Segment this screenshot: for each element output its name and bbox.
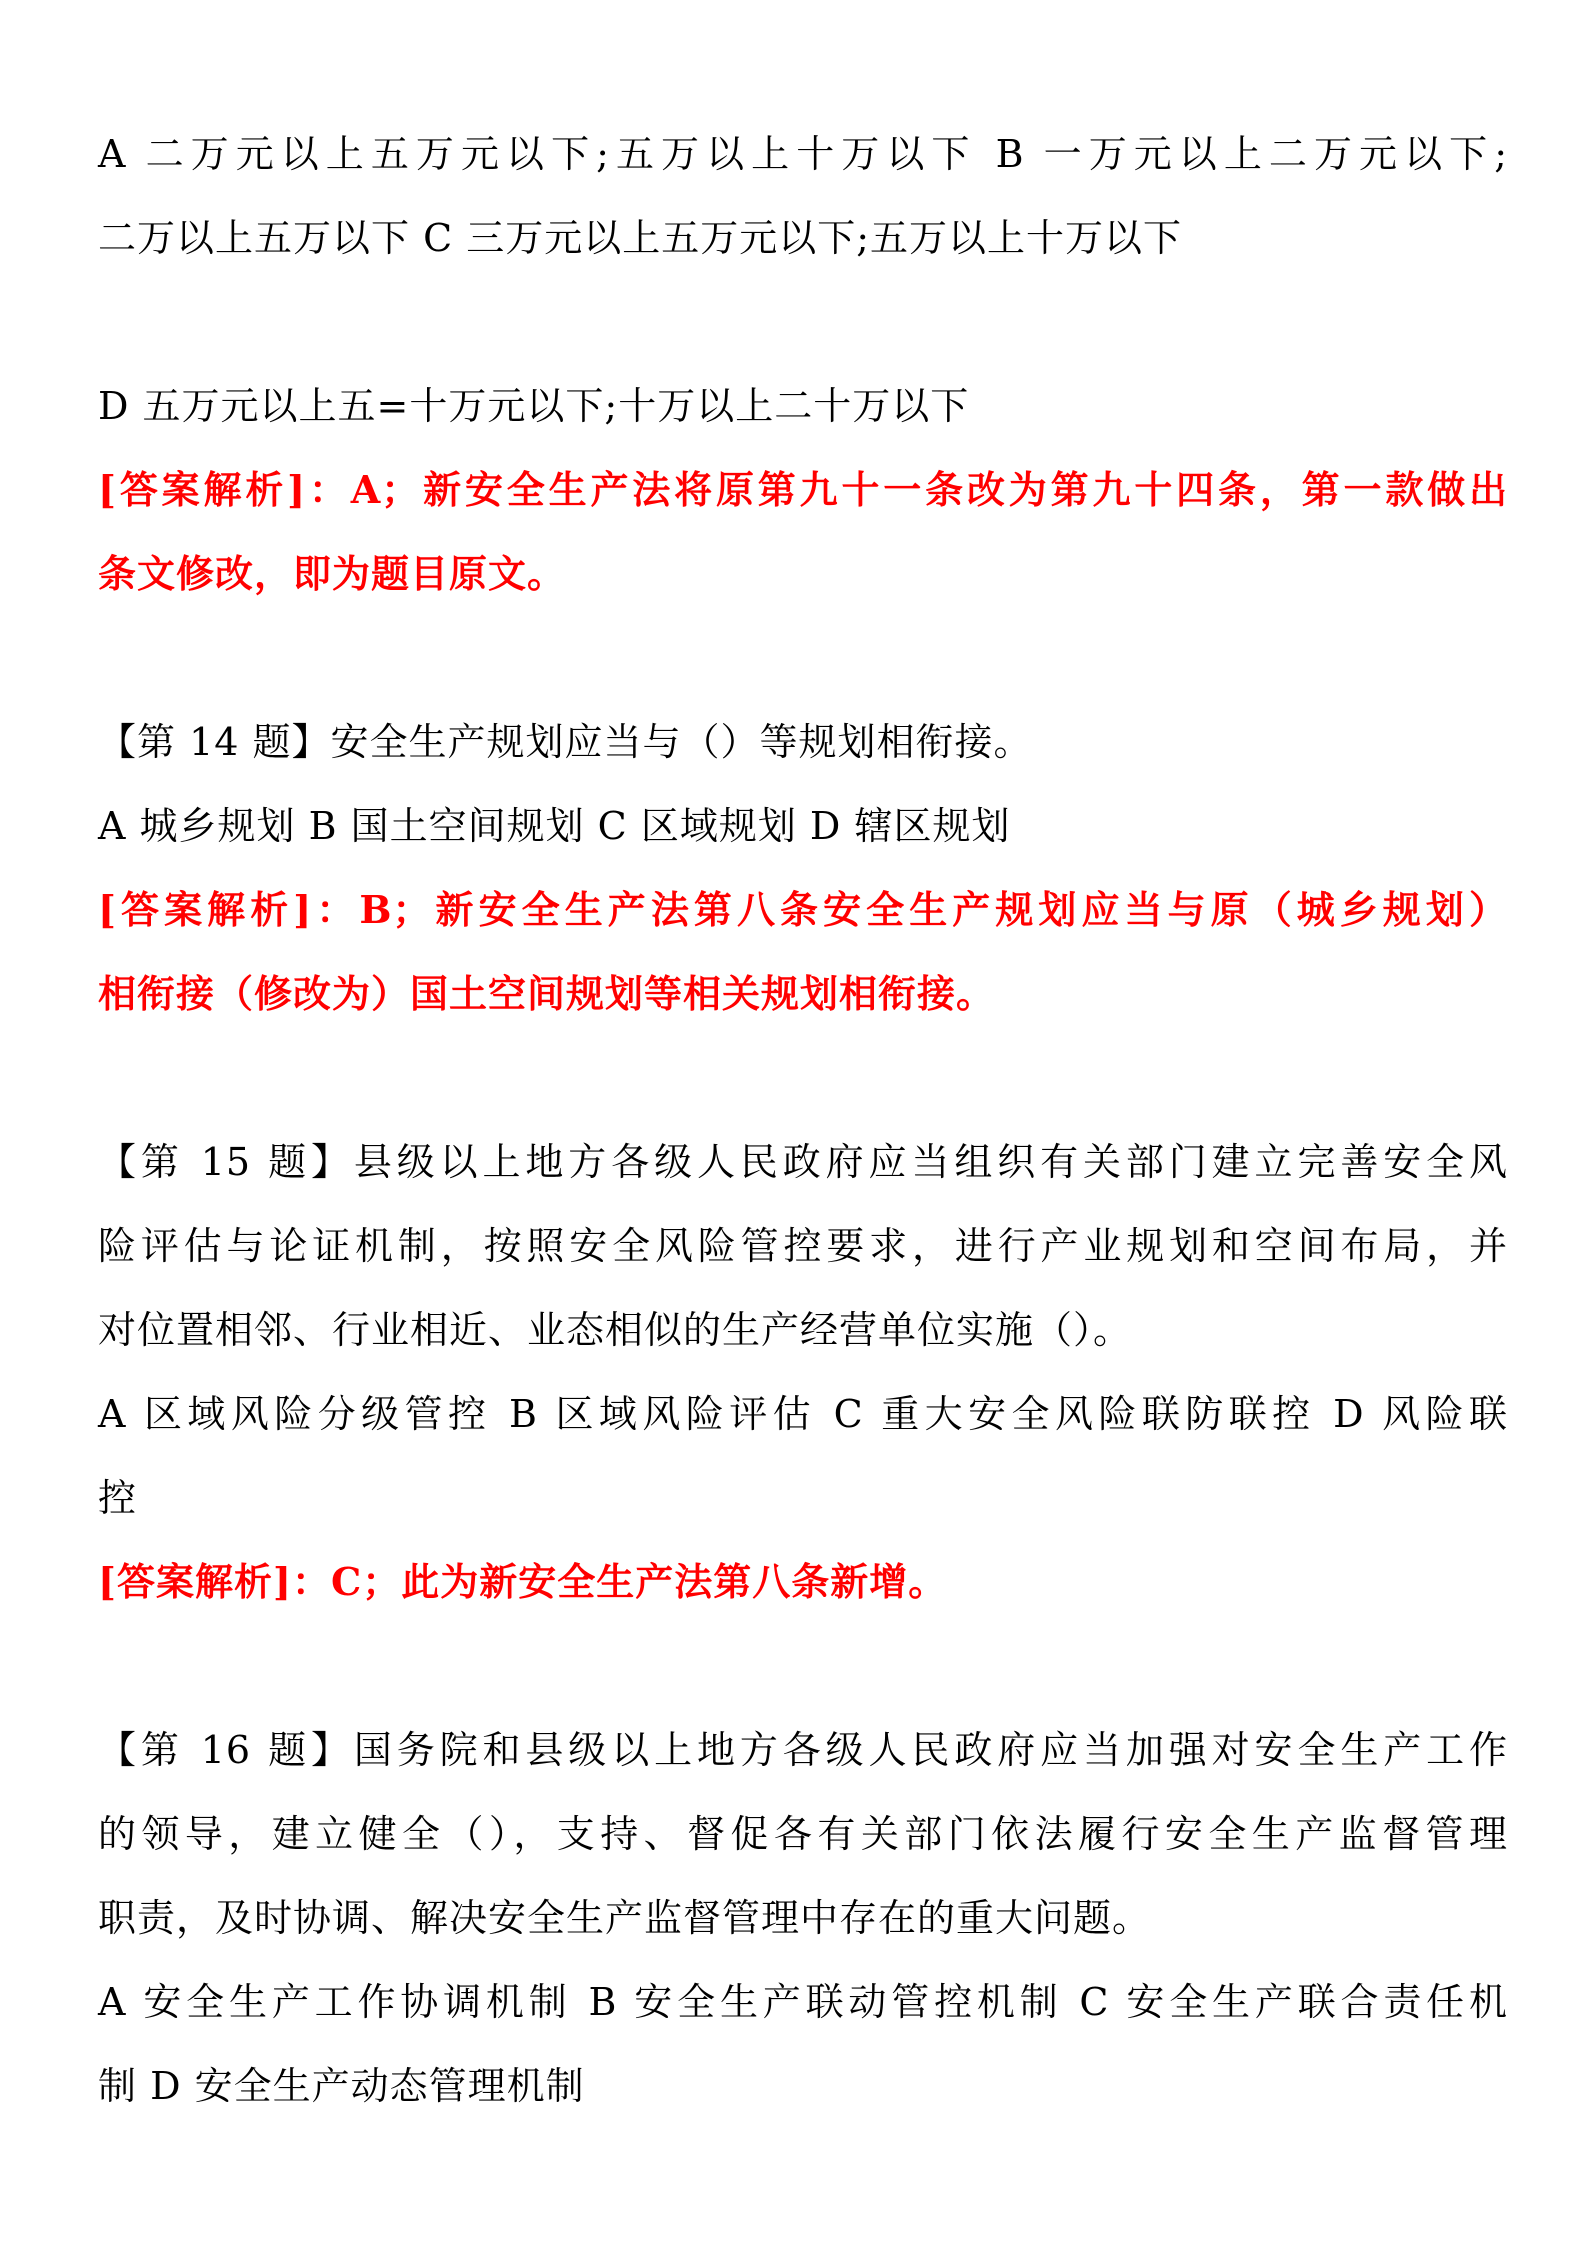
question-16 (98, 1708, 1508, 2128)
question-13-options (98, 112, 1508, 448)
option-line: D 五万元以上五=十万元以下;十万以上二十万以下 (98, 384, 970, 428)
question-line: 对位置相邻、行业相近、业态相似的生产经营单位实施（）。 (98, 1308, 1133, 1352)
answer-line: 条文修改，即为题目原文。 (98, 551, 567, 596)
option-line: A 区域风险分级管控 B 区域风险评估 C 重大安全风险联防联控 D 风险联 (98, 1392, 1508, 1436)
spacer (98, 616, 1508, 700)
document-page (98, 112, 1508, 2128)
answer-line: [答案解析]：A；新安全生产法将原第九十一条改为第九十四条，第一款做出 (98, 467, 1508, 512)
option-line: 控 (98, 1476, 138, 1520)
spacer (98, 280, 1508, 364)
option-line: A 城乡规划 B 国土空间规划 C 区域规划 D 辖区规划 (98, 804, 1011, 848)
answer-line: [答案解析]：B；新安全生产法第八条安全生产规划应当与原（城乡规划） (98, 887, 1508, 932)
spacer (98, 1036, 1508, 1120)
answer-line: 相衔接（修改为）国土空间规划等相关规划相衔接。 (98, 971, 996, 1016)
option-line: 制 D 安全生产动态管理机制 (98, 2064, 585, 2108)
question-15 (98, 1120, 1508, 1624)
question-line: 险评估与论证机制，按照安全风险管控要求，进行产业规划和空间布局，并 (98, 1224, 1508, 1268)
question-14 (98, 700, 1508, 1036)
question-13-answer (98, 448, 1508, 616)
question-line: 【第 15 题】县级以上地方各级人民政府应当组织有关部门建立完善安全风 (98, 1140, 1508, 1184)
option-line: A 安全生产工作协调机制 B 安全生产联动管控机制 C 安全生产联合责任机 (98, 1980, 1508, 2024)
answer-line: [答案解析]：C；此为新安全生产法第八条新增。 (98, 1559, 948, 1604)
option-line: A 二万元以上五万元以下;五万以上十万以下 B 一万元以上二万元以下; (98, 132, 1508, 176)
question-line: 【第 14 题】安全生产规划应当与（）等规划相衔接。 (98, 720, 1033, 764)
question-line: 的领导，建立健全（），支持、督促各有关部门依法履行安全生产监督管理 (98, 1812, 1508, 1856)
spacer (98, 1624, 1508, 1708)
question-line: 职责，及时协调、解决安全生产监督管理中存在的重大问题。 (98, 1896, 1152, 1940)
option-line: 二万以上五万以下 C 三万元以上五万元以下;五万以上十万以下 (98, 216, 1183, 260)
question-line: 【第 16 题】国务院和县级以上地方各级人民政府应当加强对安全生产工作 (98, 1728, 1508, 1772)
